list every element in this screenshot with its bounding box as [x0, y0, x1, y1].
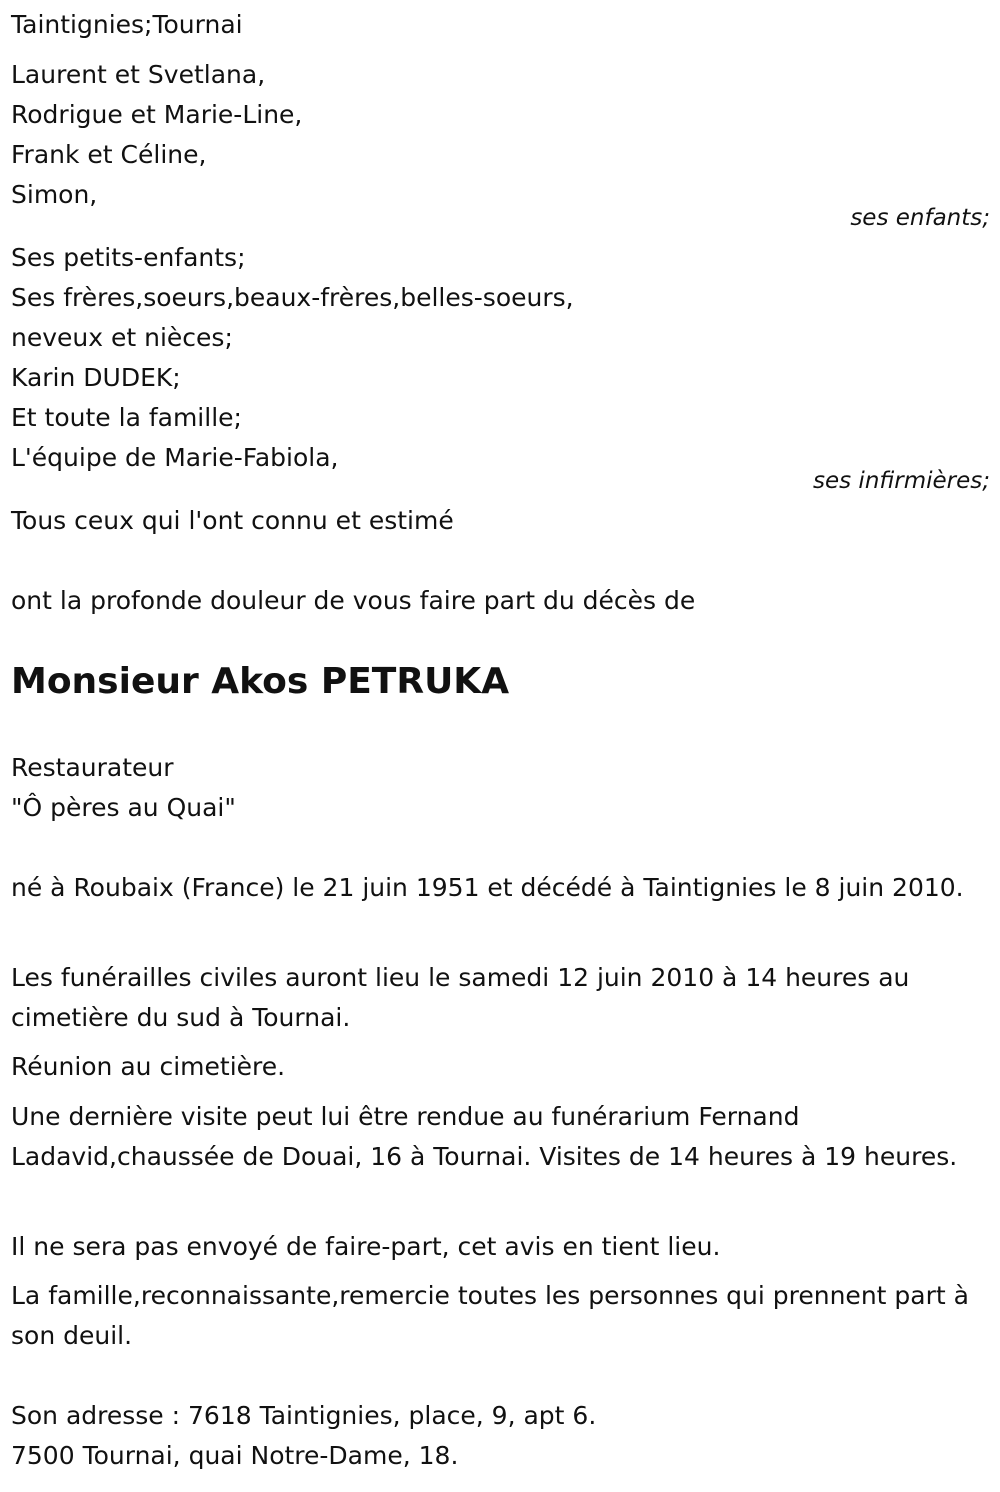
profession: Restaurateur [11, 753, 174, 782]
birth-death-paragraph: né à Roubaix (France) le 21 juin 1951 et décédé à Taintignies le 8 juin 2010. [11, 873, 964, 902]
thanks-paragraph: La famille,reconnaissante,remercie toutes les personnes qui prennent part à son deuil. [11, 1281, 969, 1350]
meeting-paragraph: Réunion au cimetière. [11, 1052, 286, 1081]
family-line: Et toute la famille; [11, 403, 242, 432]
family-line: Karin DUDEK; [11, 363, 181, 392]
child-line: Frank et Céline, [11, 140, 207, 169]
restaurant-name: "Ô pères au Quai" [11, 793, 236, 822]
family-line: Ses petits-enfants; [11, 243, 246, 272]
nurses-role: ses infirmières; [813, 468, 990, 494]
address-line: 7500 Tournai, quai Notre-Dame, 18. [11, 1441, 459, 1470]
all-who-knew: Tous ceux qui l'ont connu et estimé [11, 506, 454, 535]
family-line: Ses frères,soeurs,beaux-frères,belles-soeurs, [11, 283, 574, 312]
deceased-name: Monsieur Akos PETRUKA [11, 661, 510, 702]
family-line: neveux et nièces; [11, 323, 233, 352]
location-header: Taintignies;Tournai [11, 10, 243, 39]
child-line: Simon, [11, 180, 98, 209]
address-line: Son adresse : 7618 Taintignies, place, 9, apt 6. [11, 1401, 597, 1430]
funeral-paragraph: Les funérailles civiles auront lieu le samedi 12 juin 2010 à 14 heures au cimetière du sud à Tournai. [11, 963, 910, 1032]
child-line: Laurent et Svetlana, [11, 60, 266, 89]
children-role: ses enfants; [850, 205, 990, 231]
announce-text: ont la profonde douleur de vous faire part du décès de [11, 586, 696, 615]
notice-paragraph: Il ne sera pas envoyé de faire-part, cet avis en tient lieu. [11, 1232, 721, 1261]
family-line: L'équipe de Marie-Fabiola, [11, 443, 339, 472]
visit-paragraph: Une dernière visite peut lui être rendue au funérarium Fernand Ladavid,chaussée de Douai, 16 à Tournai. Visites de 14 heures à 19 heures. [11, 1102, 958, 1171]
child-line: Rodrigue et Marie-Line, [11, 100, 303, 129]
